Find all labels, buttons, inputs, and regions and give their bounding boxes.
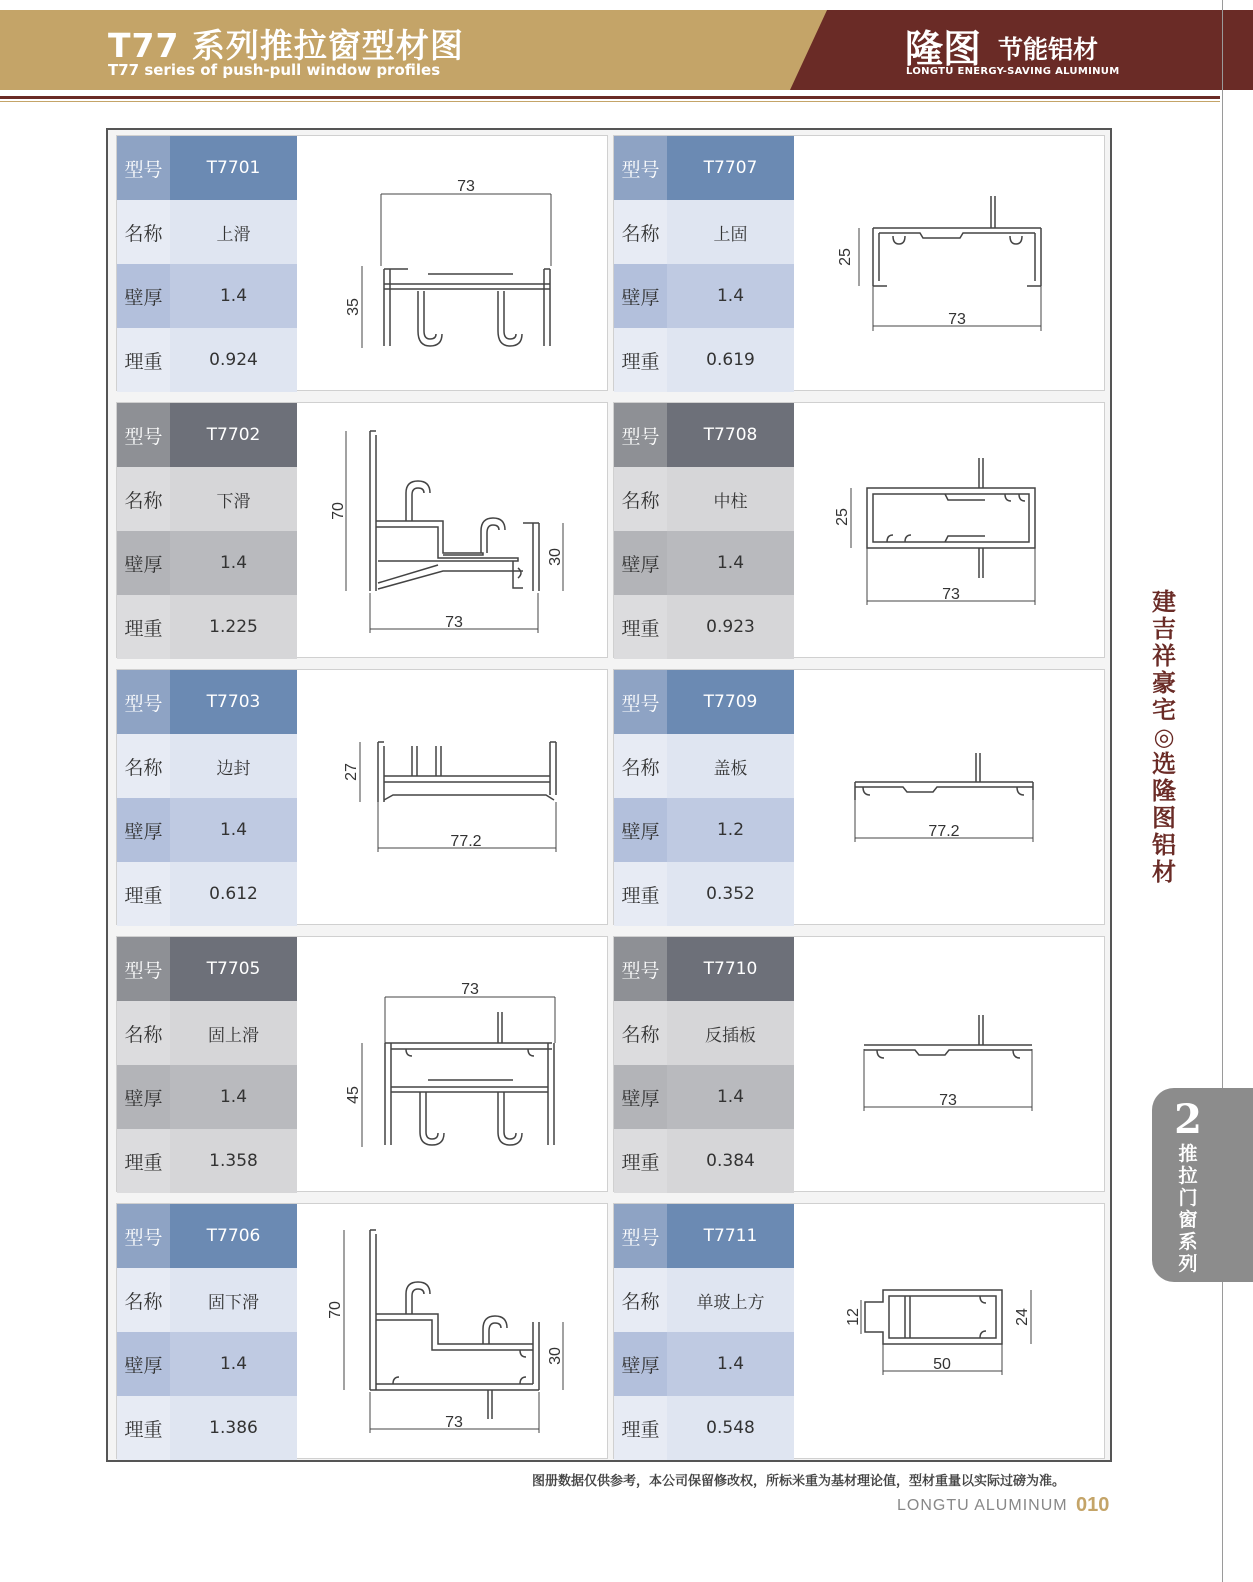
profile-card-t7707 (613, 135, 1105, 391)
thickness-label: 壁厚 (117, 264, 170, 328)
weight-label: 理重 (614, 595, 667, 659)
dim-label: 12 (845, 1308, 862, 1326)
thickness-value: 1.4 (170, 531, 297, 595)
dim-label: 73 (457, 178, 475, 195)
profile-card-t7702 (116, 402, 608, 658)
name-label: 名称 (614, 734, 667, 798)
model-label: 型号 (614, 670, 667, 734)
weight-value: 1.386 (170, 1396, 297, 1460)
model-label: 型号 (117, 937, 170, 1001)
model-value: T7708 (667, 403, 794, 467)
profile-card-t7703 (116, 669, 608, 925)
thickness-label: 壁厚 (614, 531, 667, 595)
dim-label: 25 (837, 248, 854, 266)
weight-label: 理重 (614, 328, 667, 392)
model-label: 型号 (117, 403, 170, 467)
thickness-label: 壁厚 (614, 1332, 667, 1396)
profile-drawing (795, 937, 1105, 1192)
page-edge-line (1222, 0, 1223, 1582)
name-label: 名称 (117, 200, 170, 264)
dim-label: 25 (834, 508, 851, 526)
weight-label: 理重 (117, 1396, 170, 1460)
page-number: 010 (1076, 1494, 1110, 1516)
page-subtitle: T77 series of push-pull window profiles (108, 61, 441, 79)
name-value: 中柱 (667, 467, 794, 531)
thickness-value: 1.4 (170, 1065, 297, 1129)
footer-brand: LONGTU ALUMINUM (897, 1497, 1068, 1514)
profile-drawing (298, 670, 608, 925)
profile-drawing (298, 403, 608, 658)
name-label: 名称 (614, 1268, 667, 1332)
thickness-value: 1.2 (667, 798, 794, 862)
header-rule-thin (0, 101, 1220, 102)
dim-label: 35 (345, 298, 362, 316)
brand-logo-text: 隆图 (905, 27, 982, 71)
dim-label: 77.2 (450, 833, 482, 850)
name-value: 下滑 (170, 467, 297, 531)
thickness-value: 1.4 (170, 1332, 297, 1396)
profile-card-t7706 (116, 1203, 608, 1459)
model-label: 型号 (614, 937, 667, 1001)
model-value: T7710 (667, 937, 794, 1001)
model-label: 型号 (117, 1204, 170, 1268)
dim-label: 73 (948, 311, 966, 328)
name-value: 上滑 (170, 200, 297, 264)
model-value: T7709 (667, 670, 794, 734)
dim-label: 73 (942, 586, 960, 603)
thickness-value: 1.4 (667, 1332, 794, 1396)
profile-drawing (298, 937, 608, 1192)
page-title: T77 系列推拉窗型材图 (108, 26, 464, 65)
profile-card-t7708 (613, 402, 1105, 658)
dim-label: 30 (547, 1347, 564, 1365)
brand-english: LONGTU ENERGY-SAVING ALUMINUM (906, 66, 1120, 77)
name-value: 盖板 (667, 734, 794, 798)
profile-drawing (795, 403, 1105, 658)
model-value: T7711 (667, 1204, 794, 1268)
weight-label: 理重 (614, 1396, 667, 1460)
name-value: 边封 (170, 734, 297, 798)
header-rule (0, 96, 1220, 99)
profile-card-t7701 (116, 135, 608, 391)
thickness-value: 1.4 (170, 264, 297, 328)
dim-label: 73 (445, 1414, 463, 1431)
profile-drawing (795, 670, 1105, 925)
model-label: 型号 (614, 403, 667, 467)
profile-card-t7709 (613, 669, 1105, 925)
weight-value: 0.352 (667, 862, 794, 926)
weight-value: 1.225 (170, 595, 297, 659)
name-label: 名称 (117, 467, 170, 531)
thickness-label: 壁厚 (117, 798, 170, 862)
weight-label: 理重 (117, 595, 170, 659)
thickness-value: 1.4 (667, 1065, 794, 1129)
name-value: 上固 (667, 200, 794, 264)
section-number: 2 (1174, 1096, 1202, 1143)
dim-label: 73 (461, 981, 479, 998)
dim-label: 24 (1014, 1308, 1031, 1326)
disclaimer-note: 图册数据仅供参考，本公司保留修改权，所标米重为基材理论值，型材重量以实际过磅为准。 (532, 1474, 1066, 1489)
thickness-label: 壁厚 (614, 264, 667, 328)
profile-grid (106, 128, 1112, 1462)
dim-label: 73 (939, 1092, 957, 1109)
profile-drawing (795, 1204, 1105, 1459)
profile-drawing (795, 136, 1105, 391)
profile-card-t7711 (613, 1203, 1105, 1459)
model-label: 型号 (614, 136, 667, 200)
thickness-value: 1.4 (170, 798, 297, 862)
weight-value: 0.612 (170, 862, 297, 926)
weight-label: 理重 (117, 862, 170, 926)
name-label: 名称 (117, 1268, 170, 1332)
model-value: T7703 (170, 670, 297, 734)
weight-value: 0.924 (170, 328, 297, 392)
name-value: 反插板 (667, 1001, 794, 1065)
profile-card-t7705 (116, 936, 608, 1192)
side-slogan: 建吉祥豪宅◎选隆图铝材 (1152, 587, 1176, 886)
model-value: T7707 (667, 136, 794, 200)
profile-card-t7710 (613, 936, 1105, 1192)
name-label: 名称 (614, 1001, 667, 1065)
model-value: T7706 (170, 1204, 297, 1268)
thickness-label: 壁厚 (117, 1065, 170, 1129)
model-label: 型号 (117, 136, 170, 200)
thickness-label: 壁厚 (614, 798, 667, 862)
dim-label: 70 (327, 1301, 344, 1319)
dim-label: 27 (343, 763, 360, 781)
dim-label: 30 (547, 548, 564, 566)
name-value: 固上滑 (170, 1001, 297, 1065)
name-value: 单玻上方 (667, 1268, 794, 1332)
weight-label: 理重 (117, 328, 170, 392)
thickness-label: 壁厚 (117, 531, 170, 595)
dim-label: 50 (933, 1356, 951, 1373)
name-label: 名称 (614, 200, 667, 264)
thickness-label: 壁厚 (117, 1332, 170, 1396)
name-value: 固下滑 (170, 1268, 297, 1332)
model-value: T7702 (170, 403, 297, 467)
thickness-label: 壁厚 (614, 1065, 667, 1129)
dim-label: 70 (330, 502, 347, 520)
profile-drawing (298, 1204, 608, 1459)
dim-label: 45 (345, 1086, 362, 1104)
weight-label: 理重 (614, 1129, 667, 1193)
weight-label: 理重 (614, 862, 667, 926)
weight-label: 理重 (117, 1129, 170, 1193)
model-value: T7705 (170, 937, 297, 1001)
weight-value: 1.358 (170, 1129, 297, 1193)
brand-tagline: 节能铝材 (998, 35, 1099, 64)
name-label: 名称 (117, 1001, 170, 1065)
weight-value: 0.619 (667, 328, 794, 392)
weight-value: 0.923 (667, 595, 794, 659)
profile-drawing (298, 136, 608, 391)
name-label: 名称 (117, 734, 170, 798)
model-value: T7701 (170, 136, 297, 200)
dim-label: 77.2 (928, 823, 960, 840)
model-label: 型号 (614, 1204, 667, 1268)
model-label: 型号 (117, 670, 170, 734)
weight-value: 0.548 (667, 1396, 794, 1460)
section-name: 推拉门窗系列 (1178, 1143, 1198, 1275)
name-label: 名称 (614, 467, 667, 531)
thickness-value: 1.4 (667, 264, 794, 328)
weight-value: 0.384 (667, 1129, 794, 1193)
thickness-value: 1.4 (667, 531, 794, 595)
dim-label: 73 (445, 614, 463, 631)
